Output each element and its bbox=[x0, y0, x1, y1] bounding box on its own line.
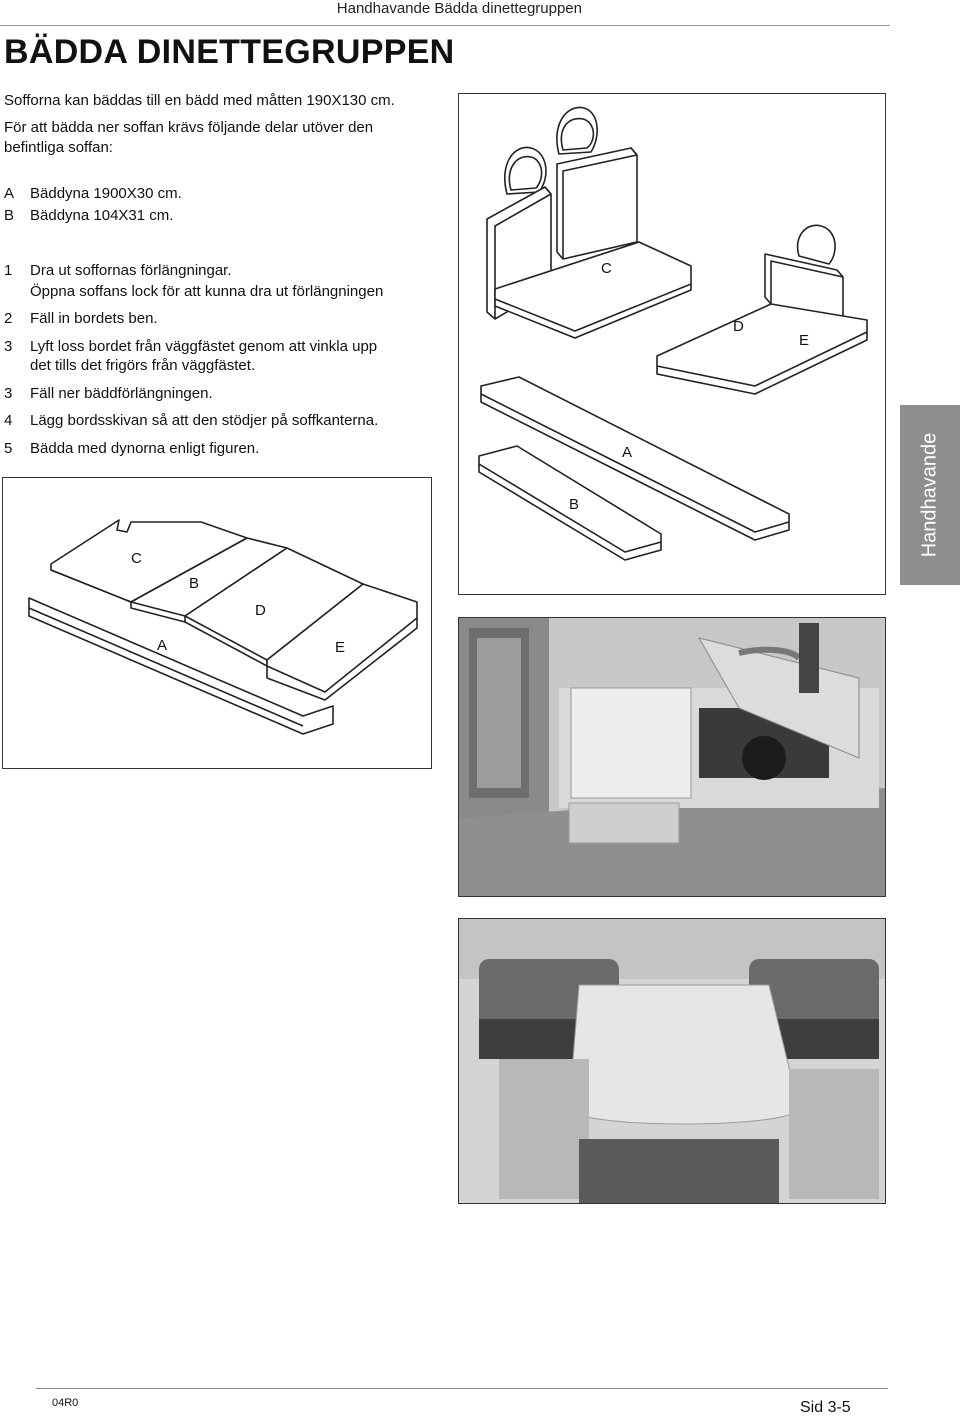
label-b: B bbox=[189, 575, 200, 592]
label-d: D bbox=[255, 602, 266, 619]
part-text: Bäddyna 1900X30 cm. bbox=[30, 185, 182, 202]
label-d: D bbox=[733, 318, 744, 335]
label-a: A bbox=[157, 637, 168, 654]
label-c: C bbox=[601, 260, 612, 277]
step-text: Lägg bordsskivan så att den stödjer på soffkanterna. bbox=[30, 412, 379, 429]
part-text: Bäddyna 104X31 cm. bbox=[30, 207, 174, 224]
label-a: A bbox=[622, 444, 633, 461]
step-text: det tills det frigörs från väggfästet. bbox=[30, 357, 256, 374]
step-text: Fäll ner bäddförlängningen. bbox=[30, 385, 213, 402]
label-c: C bbox=[131, 550, 142, 567]
section-tab: Handhavande bbox=[900, 405, 960, 585]
footer-rule bbox=[36, 1388, 888, 1389]
step-number: 4 bbox=[4, 412, 13, 429]
photo-made-bed bbox=[458, 918, 886, 1204]
step-number: 5 bbox=[4, 440, 13, 457]
exploded-cushion-diagram bbox=[458, 93, 886, 595]
step-text: Fäll in bordets ben. bbox=[30, 310, 158, 327]
page-number: Sid 3-5 bbox=[800, 1399, 851, 1416]
step-number: 1 bbox=[4, 262, 13, 279]
intro-line-3: befintliga soffan: bbox=[4, 139, 113, 156]
running-header: Handhavande Bädda dinettegruppen bbox=[336, 0, 582, 17]
step-text: Bädda med dynorna enligt figuren. bbox=[30, 440, 260, 457]
step-number: 2 bbox=[4, 310, 13, 327]
step-text: Dra ut soffornas förlängningar. bbox=[30, 262, 232, 279]
label-e: E bbox=[799, 332, 810, 349]
header-rule bbox=[0, 25, 890, 26]
photo-open-seat-lid bbox=[458, 617, 886, 897]
step-text: Öppna soffans lock för att kunna dra ut förlängningen bbox=[30, 283, 384, 300]
intro-line-2: För att bädda ner soffan krävs följande delar utöver den bbox=[4, 119, 374, 136]
part-letter: A bbox=[4, 185, 15, 202]
label-b: B bbox=[569, 496, 580, 513]
step-number: 3 bbox=[4, 385, 13, 402]
part-letter: B bbox=[4, 207, 15, 224]
page-title: BÄDDA DINETTEGRUPPEN bbox=[4, 33, 455, 71]
document-code: 04R0 bbox=[52, 1397, 79, 1409]
label-e: E bbox=[335, 639, 346, 656]
assembled-bed-diagram bbox=[2, 477, 432, 769]
step-number: 3 bbox=[4, 338, 13, 355]
step-text: Lyft loss bordet från väggfästet genom att vinkla upp bbox=[30, 338, 378, 355]
intro-line-1: Sofforna kan bäddas till en bädd med måtten 190X130 cm. bbox=[4, 92, 395, 109]
